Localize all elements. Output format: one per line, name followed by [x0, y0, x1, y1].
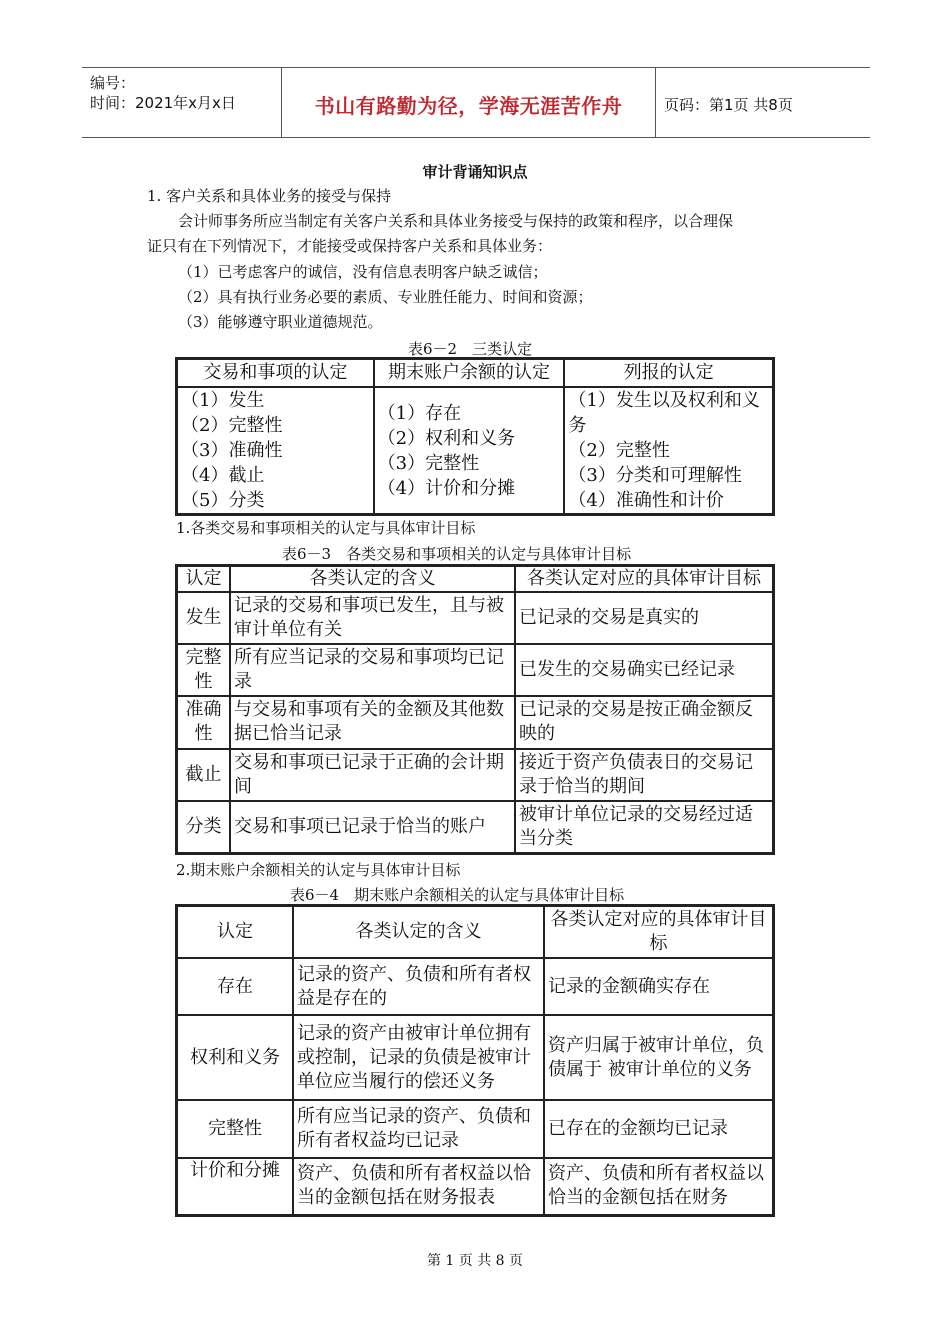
- section-heading: 2.期末账户余额相关的认定与具体审计目标: [176, 861, 461, 879]
- table-header-cell: 认定: [177, 906, 293, 958]
- list-item: （1）发生: [181, 390, 265, 411]
- page-title: 审计背诵知识点: [422, 163, 528, 181]
- table-header-cell: 各类认定对应的具体审计目标: [544, 906, 773, 958]
- table-cell: 记录的金额确实存在: [544, 958, 773, 1015]
- table-cell: 记录的资产由被审计单位拥有或控制，记录的负债是被审计单位应当履行的偿还义务: [293, 1015, 544, 1100]
- header-motto: 书山有路勤为径，学海无涯苦作舟: [314, 94, 623, 118]
- list-item: （3）准确性: [181, 440, 283, 461]
- table-cell: 已记录的交易是真实的: [515, 592, 773, 644]
- table-row: [177, 1100, 773, 1157]
- table-header-cell: 各类认定对应的具体审计目标: [515, 566, 773, 592]
- table-row: [177, 749, 773, 801]
- table-cell: 接近于资产负债表日的交易记录于恰当的期间: [515, 749, 773, 801]
- list-item: （2）完整性: [568, 440, 670, 461]
- table-header-cell: 交易和事项的认定: [177, 359, 374, 387]
- table-cell: 截止: [177, 749, 230, 801]
- table-cell: 已发生的交易确实已经记录: [515, 644, 773, 696]
- condition-item: （3）能够遵守职业道德规范。: [178, 313, 383, 331]
- table-cell: [374, 387, 565, 514]
- table-cell: 准确性: [177, 696, 230, 748]
- section-heading: 1.各类交易和事项相关的认定与具体审计目标: [176, 519, 476, 537]
- table-row: [177, 801, 773, 853]
- table-cell: 完整性: [177, 1100, 293, 1157]
- table-cell: 分类: [177, 801, 230, 853]
- table-header-cell: 认定: [177, 566, 230, 592]
- list-item: （4）计价和分摊: [377, 477, 516, 499]
- table-cell: 交易和事项已记录于恰当的账户: [230, 801, 515, 853]
- table-row: [177, 1015, 773, 1100]
- list-item: （1）存在: [377, 402, 462, 424]
- table-caption: 表6－4 期末账户余额相关的认定与具体审计目标: [290, 886, 625, 904]
- table-cell: 所有应当记录的交易和事项均已记录: [230, 644, 515, 696]
- header-page-number: 页码：第1页 共8页: [664, 96, 793, 114]
- table-cell: 存在: [177, 958, 293, 1015]
- table-header-cell: 各类认定的含义: [293, 906, 544, 958]
- table-header-cell: 列报的认定: [564, 359, 773, 387]
- paragraph-line: 会计师事务所应当制定有关客户关系和具体业务接受与保持的政策和程序，以合理保: [178, 212, 734, 230]
- table-header-cell: 各类认定的含义: [230, 566, 515, 592]
- table-row: [177, 696, 773, 748]
- table-cell: 与交易和事项有关的金额及其他数据已恰当记录: [230, 696, 515, 748]
- header-divider: [655, 68, 656, 137]
- list-item: （3）分类和可理解性: [568, 465, 742, 486]
- page-header: [82, 67, 870, 138]
- list-item: （5）分类: [181, 490, 265, 511]
- condition-item: （2）具有执行业务必要的素质、专业胜任能力、时间和资源；: [178, 288, 593, 306]
- condition-item: （1）已考虑客户的诚信，没有信息表明客户缺乏诚信；: [178, 263, 548, 281]
- table-three-assertions: [175, 357, 775, 516]
- table-cell: [564, 387, 773, 514]
- list-item: （3）完整性: [377, 452, 480, 474]
- list-item: （4）准确性和计价: [568, 490, 724, 511]
- table-header-cell: 期末账户余额的认定: [374, 359, 565, 387]
- section-heading: 1. 客户关系和具体业务的接受与保持: [147, 187, 392, 205]
- page-footer: 第 1 页 共 8 页: [426, 1253, 524, 1269]
- list-item: （1）发生以及权利和义务: [568, 390, 760, 436]
- table-transaction-assertions: [175, 564, 775, 855]
- list-item: （4）截止: [181, 465, 265, 486]
- table-cell: 交易和事项已记录于正确的会计期间: [230, 749, 515, 801]
- list-item: （2）完整性: [181, 415, 283, 436]
- doc-number-label: 编号：: [90, 74, 136, 92]
- table-row: [177, 1158, 773, 1215]
- table-cell: 已存在的金额均已记录: [544, 1100, 773, 1157]
- table-cell: 记录的交易和事项已发生，且与被审计单位有关: [230, 592, 515, 644]
- table-cell: 资产、负债和所有者权益以恰当的金额包括在财务报表: [293, 1158, 544, 1215]
- table-cell: 发生: [177, 592, 230, 644]
- table-cell: 资产、负债和所有者权益以恰当的金额包括在财务: [544, 1158, 773, 1215]
- table-cell: 资产归属于被审计单位，负债属于 被审计单位的义务: [544, 1015, 773, 1100]
- table-cell: [177, 387, 374, 514]
- doc-date-label: 时间：2021年x月x日: [90, 94, 236, 112]
- table-cell: 完整性: [177, 644, 230, 696]
- table-cell: 被审计单位记录的交易经过适当分类: [515, 801, 773, 853]
- table-caption: 表6－2 三类认定: [408, 340, 533, 358]
- table-cell: 已记录的交易是按正确金额反映的: [515, 696, 773, 748]
- table-row: [177, 592, 773, 644]
- table-row: [177, 644, 773, 696]
- table-cell: 权利和义务: [177, 1015, 293, 1100]
- list-item: （2）权利和义务: [377, 427, 516, 449]
- paragraph-line: 证只有在下列情况下，才能接受或保持客户关系和具体业务：: [147, 237, 553, 255]
- table-cell: 记录的资产、负债和所有者权益是存在的: [293, 958, 544, 1015]
- header-meta: [90, 73, 290, 113]
- table-caption: 表6－3 各类交易和事项相关的认定与具体审计目标: [282, 545, 632, 563]
- table-cell: 计价和分摊: [177, 1158, 293, 1215]
- table-row: [177, 958, 773, 1015]
- table-balance-assertions: [175, 904, 775, 1217]
- table-cell: 所有应当记录的资产、负债和所有者权益均已记录: [293, 1100, 544, 1157]
